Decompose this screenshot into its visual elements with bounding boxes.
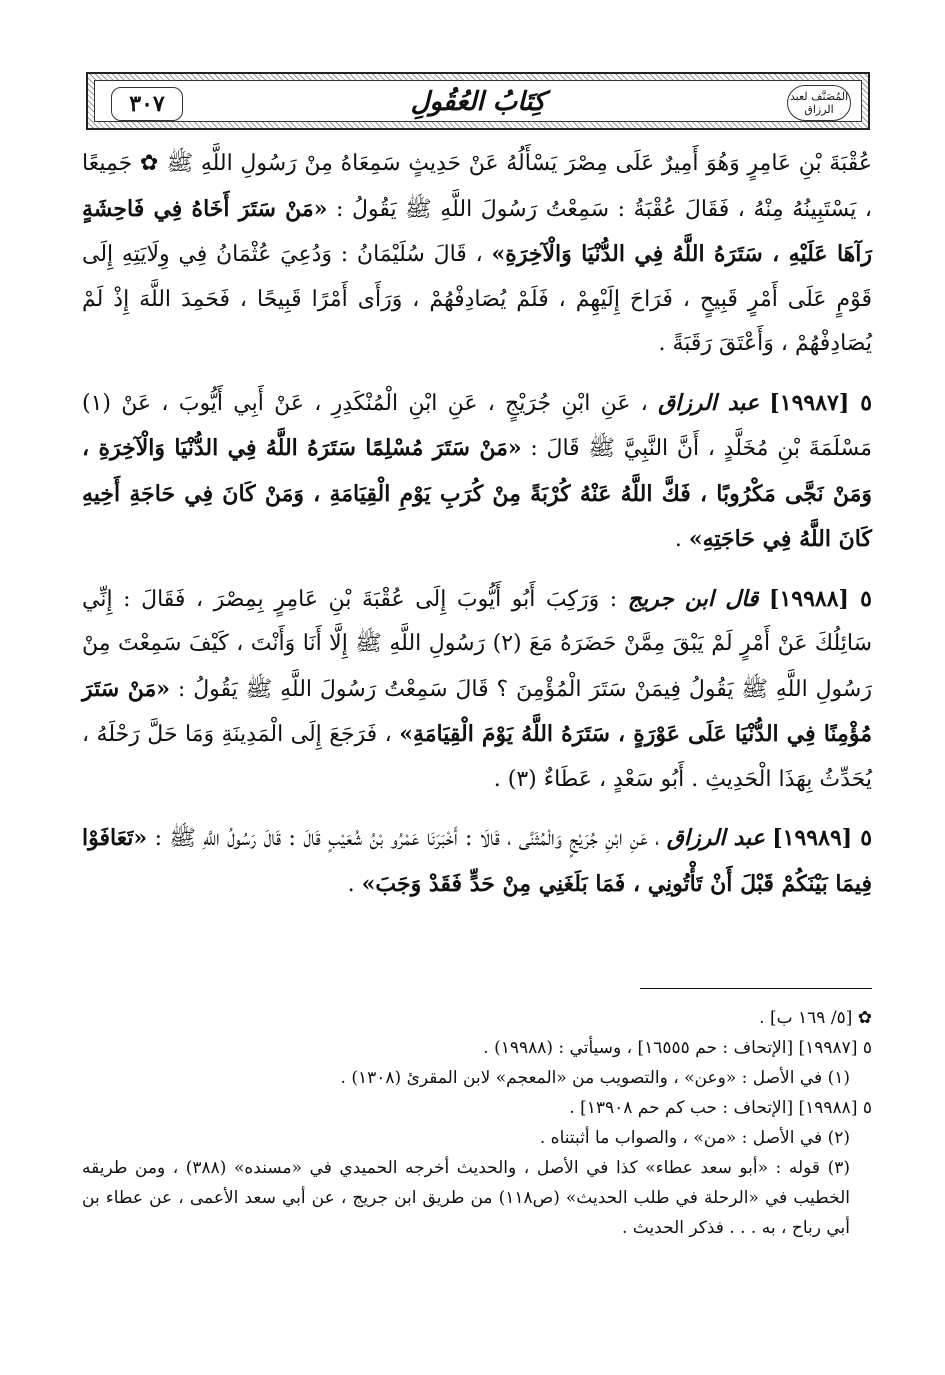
entry-end: . bbox=[674, 527, 682, 552]
footnote: ٥ [١٩٩٨٧] [الإتحاف : حم ١٦٥٥٥] ، وسيأتي : (١٩٩٨٨) . bbox=[483, 1038, 872, 1058]
narrator-name: عبد الرزاق bbox=[658, 389, 760, 416]
header-frame bbox=[94, 80, 862, 122]
hadith-text: «مَنْ سَتَرَ مُؤْمِنًا فِي الدُّنْيَا عَلَى عَوْرَةٍ ، سَتَرَهُ اللَّهُ يَوْمَ الْقِيَامَةِ» bbox=[82, 675, 872, 747]
paragraph-text: ، قَالَ سُلَيْمَانُ : وَدُعِيَ عُثْمَانُ فِي وِلَايَتِهِ إِلَى قَوْمٍ عَلَى أَمْرٍ قَبِيحٍ ، فَرَاحَ إِلَيْهِمْ ، فَلَمْ يُصَادِفْهُمْ ، وَرَأَى أَمْرًا قَبِيحًا ، فَحَمِدَ اللَّهَ إِذْ لَمْ يُصَادِفْهُمْ ، وَأَعْتَقَ رَقَبَةً . bbox=[82, 242, 872, 356]
page-header bbox=[86, 72, 870, 130]
hadith-text: «تَعَافَوْا فِيمَا بَيْنَكُمْ قَبْلَ أَنْ تَأْتُونِي ، فَمَا بَلَغَنِي مِنْ حَدٍّ فَقَدْ وَجَبَ» bbox=[82, 825, 872, 897]
book-logo: المُصَنَّف لعبد الرزاق bbox=[787, 85, 851, 121]
hadith-entry bbox=[82, 381, 872, 563]
paragraph-continuation bbox=[82, 142, 872, 367]
entry-number: ٥ [١٩٩٨٨] bbox=[769, 585, 872, 612]
footnote: ✿ [٥/ ١٦٩ ب] . bbox=[759, 1008, 872, 1028]
isnad-text: ، عَنِ ابْنِ جُرَيْجٍ وَالْمُثَنَّى ، قَالَا : أَخْبَرَنَا عَمْرُو بْنُ شُعَيْبٍ قَالَ : قَالَ رَسُولُ اللَّهِ ﷺ : bbox=[154, 826, 660, 851]
footnote-divider bbox=[640, 988, 872, 989]
entry-end: ، فَرَجَعَ إِلَى الْمَدِينَةِ وَمَا حَلَّ رَحْلَهُ ، يُحَدِّثُ بِهَذَا الْحَدِيثِ . أَبُو سَعْدٍ ، عَطَاءٌ (٣) . bbox=[82, 722, 872, 792]
hadith-entry bbox=[82, 577, 872, 803]
entry-number: ٥ [١٩٩٨٧] bbox=[769, 389, 873, 416]
chapter-title: كِتَابُ العُقُولِ bbox=[410, 87, 546, 117]
hadith-text: «مَنْ سَتَرَ أَخَاهُ فِي فَاحِشَةٍ رَآهَا عَلَيْهِ ، سَتَرَهُ اللَّهُ فِي الدُّنْيَا وَالْآخِرَةِ» bbox=[82, 195, 872, 267]
narrator-name: عبد الرزاق bbox=[666, 825, 765, 851]
entry-number: ٥ [١٩٩٨٩] bbox=[772, 825, 873, 851]
footnote: (٣) قوله : «أبو سعد عطاء» كذا في الأصل ، والحديث أخرجه الحميدي في «مسنده» (٣٨٨) ، ومن طريقه الخطيب في «الرحلة في طلب الحديث» (ص١١٨) من طريق ابن جريج ، عن أبي سعد الأعمى ، عن عطاء بن أبي رباح ، به . . . فذكر الحديث . bbox=[82, 1158, 850, 1238]
hadith-text: «مَنْ سَتَرَ مُسْلِمًا سَتَرَهُ اللَّهُ فِي الدُّنْيَا وَالْآخِرَةِ ، وَمَنْ نَجَّى مَكْرُوبًا ، فَكَّ اللَّهُ عَنْهُ كُرْبَةً مِنْ كُرَبِ يَوْمِ الْقِيَامَةِ ، وَمَنْ كَانَ فِي حَاجَةِ أَخِيهِ كَانَ اللَّهُ فِي حَاجَتِهِ» bbox=[82, 435, 872, 552]
main-text bbox=[82, 142, 872, 907]
footnote: (١) في الأصل : «وعن» ، والتصويب من «المعجم» لابن المقرئ (١٣٠٨) . bbox=[340, 1068, 850, 1088]
footnote: ٥ [١٩٩٨٨] [الإتحاف : حب كم حم ١٣٩٠٨] . bbox=[569, 1098, 872, 1118]
footnotes bbox=[82, 1003, 872, 1243]
page-number: ٣٠٧ bbox=[111, 87, 183, 121]
entry-end: . bbox=[347, 871, 355, 897]
isnad-text: : وَرَكِبَ أَبُو أَيُّوبَ إِلَى عُقْبَةَ بْنِ عَامِرٍ بِمِصْرَ ، فَقَالَ : إِنِّي سَائِلُكَ عَنْ أَمْرٍ لَمْ يَبْقَ مِمَّنْ حَضَرَهُ مَعَ (٢) رَسُولِ اللَّهِ ﷺ إِلَّا أَنَا وَأَنْتَ ، كَيْفَ سَمِعْتَ مِنْ رَسُولِ اللَّهِ ﷺ يَقُولُ فِيمَنْ سَتَرَ الْمُؤْمِنَ ؟ قَالَ سَمِعْتُ رَسُولَ اللَّهِ ﷺ يَقُولُ : bbox=[82, 586, 873, 702]
isnad-text: ، عَنِ ابْنِ جُرَيْجٍ ، عَنِ ابْنِ الْمُنْكَدِرِ ، عَنْ أَبِي أَيُّوبَ ، عَنْ (١) مَسْلَمَةَ بْنِ مُخَلَّدٍ ، أَنَّ النَّبِيَّ ﷺ قَالَ : bbox=[82, 390, 872, 461]
narrator-name: قال ابن جريج bbox=[627, 585, 759, 612]
footnote: (٢) في الأصل : «من» ، والصواب ما أثبتناه . bbox=[539, 1128, 850, 1148]
paragraph-text: عُقْبَةَ بْنِ عَامِرٍ وَهُوَ أَمِيرٌ عَلَى مِصْرَ يَسْأَلُهُ عَنْ حَدِيثٍ سَمِعَاهُ مِنْ رَسُولِ اللَّهِ ﷺ ✿ جَمِيعًا ، يَسْتَبِينُهُ مِنْهُ ، فَقَالَ عُقْبَةُ : سَمِعْتُ رَسُولَ اللَّهِ ﷺ يَقُولُ : bbox=[82, 151, 872, 222]
hadith-entry bbox=[82, 816, 872, 907]
